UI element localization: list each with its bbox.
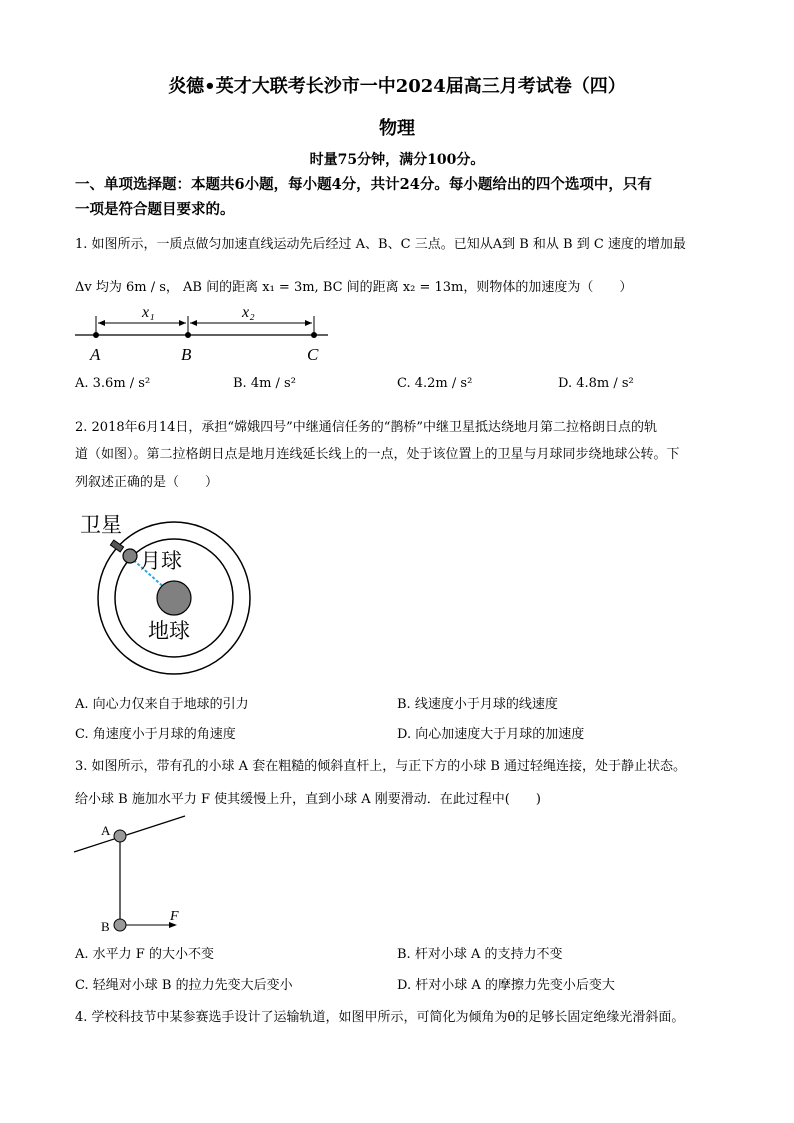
q1-option-d[interactable]: D. 4.8m / s² xyxy=(558,376,634,391)
satellite-icon xyxy=(110,540,123,552)
q2-option-d[interactable]: D. 向心加速度大于月球的加速度 xyxy=(397,727,585,742)
q3-option-c[interactable]: C. 轻绳对小球 B 的拉力先变大后变小 xyxy=(75,978,293,993)
q2-text-cont2: 列叙述正确的是（ ） xyxy=(75,475,219,490)
q1-option-b[interactable]: B. 4m / s² xyxy=(233,376,296,391)
earth-label: 地球 xyxy=(148,619,190,643)
section-heading-cont: 一项是符合题目要求的。 xyxy=(75,201,235,218)
exam-title: 炎德•英才大联考长沙市一中2024届高三月考试卷（四） xyxy=(168,76,626,97)
time-info: 时量75分钟，满分100分。 xyxy=(309,152,485,168)
q3-option-b[interactable]: B. 杆对小球 A 的支持力不变 xyxy=(397,947,563,962)
x1-label: x₁ xyxy=(142,304,155,321)
ball-b-icon xyxy=(114,919,126,931)
ball-b-label: B xyxy=(101,919,110,934)
point-c-label: C xyxy=(307,345,319,364)
q3-text: 3. 如图所示，带有孔的小球 A 套在粗糙的倾斜直杆上，与正下方的小球 B 通过轻绳连接，处于静止状态。 xyxy=(75,759,687,774)
ball-a-icon xyxy=(114,830,126,842)
point-a-label: A xyxy=(90,345,101,364)
earth-icon xyxy=(157,581,191,615)
subject-title: 物理 xyxy=(379,118,415,139)
point-b-label: B xyxy=(181,345,192,364)
ball-a-label: A xyxy=(101,823,111,838)
q4-text: 4. 学校科技节中某参赛选手设计了运输轨道，如图甲所示，可简化为倾角为θ的足够长固定绝缘光滑斜面。 xyxy=(75,1010,685,1025)
earth-moon-figure xyxy=(70,505,270,680)
q2-text-cont: 道（如图）。第二拉格朗日点是地月连线延长线上的一点，处于该位置上的卫星与月球同步绕地球公转。下 xyxy=(75,447,680,462)
q2-text: 2. 2018年6月14日，承担“嫦娥四号”中继通信任务的“鹊桥”中继卫星抵达绕地月第二拉格朗日点的轨 xyxy=(75,420,658,435)
q1-option-c[interactable]: C. 4.2m / s² xyxy=(397,376,473,391)
q3-option-a[interactable]: A. 水平力 F 的大小不变 xyxy=(75,947,214,962)
force-f-label: F xyxy=(170,909,179,924)
q3-figure xyxy=(70,810,200,935)
x2-label: x₂ xyxy=(242,304,255,321)
q1-text-cont: Δv 均为 6m / s， AB 间的距离 x₁ = 3m, BC 间的距离 x₂ = 13m，则物体的加速度为（ ） xyxy=(75,280,633,295)
q2-option-a[interactable]: A. 向心力仅来自于地球的引力 xyxy=(75,697,249,712)
moon-icon xyxy=(123,549,137,563)
q1-option-a[interactable]: A. 3.6m / s² xyxy=(75,376,151,391)
satellite-label: 卫星 xyxy=(80,513,122,537)
q3-text-cont: 给小球 B 施加水平力 F 使其缓慢上升，直到小球 A 刚要滑动．在此过程中( ) xyxy=(75,792,541,807)
q1-figure xyxy=(70,298,340,366)
q2-option-c[interactable]: C. 角速度小于月球的角速度 xyxy=(75,727,236,742)
q2-option-b[interactable]: B. 线速度小于月球的线速度 xyxy=(397,697,558,712)
q1-text: 1. 如图所示，一质点做匀加速直线运动先后经过 A、B、C 三点。已知从A到 B 和从 B 到 C 速度的增加最 xyxy=(75,237,686,252)
moon-label: 月球 xyxy=(140,549,182,573)
q3-option-d[interactable]: D. 杆对小球 A 的摩擦力先变小后变大 xyxy=(397,978,615,993)
section-heading: 一、单项选择题：本题共6小题，每小题4分，共计24分。每小题给出的四个选项中，只有 xyxy=(75,176,652,193)
